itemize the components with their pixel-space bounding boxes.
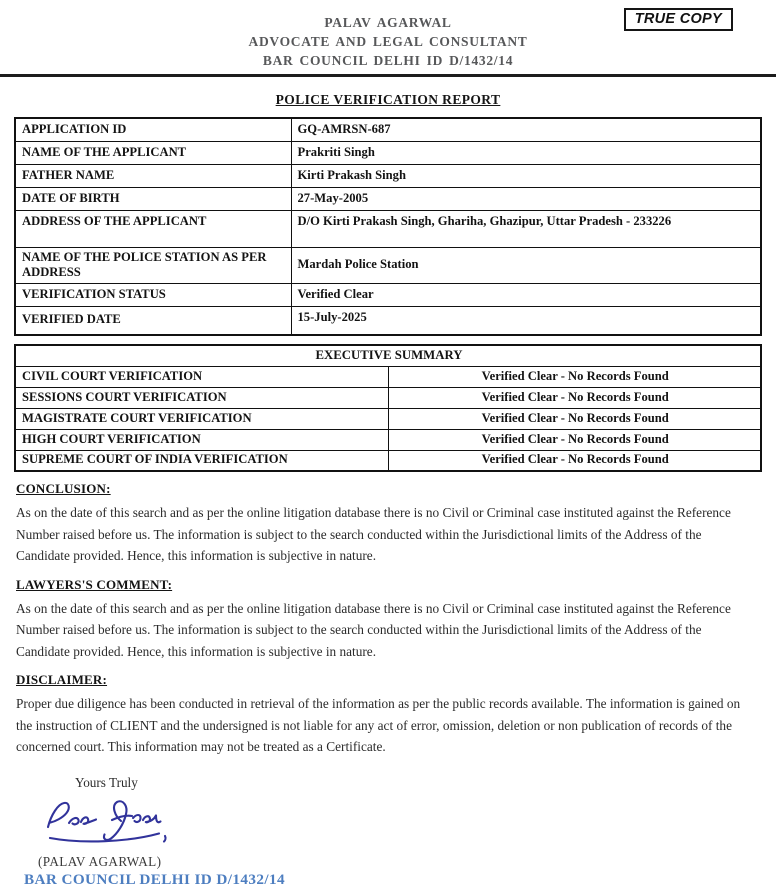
section-heading: CONCLUSION: <box>16 481 111 496</box>
row-value: Verified Clear - No Records Found <box>388 429 761 450</box>
row-value: Verified Clear - No Records Found <box>388 450 761 471</box>
row-value: Verified Clear - No Records Found <box>388 366 761 387</box>
table-row <box>15 283 761 306</box>
row-label: DATE OF BIRTH <box>15 187 291 210</box>
letterhead-designation: ADVOCATE AND LEGAL CONSULTANT <box>248 34 528 49</box>
table-row <box>15 366 761 387</box>
row-label: SESSIONS COURT VERIFICATION <box>15 387 388 408</box>
row-label: CIVIL COURT VERIFICATION <box>15 366 388 387</box>
table-row <box>15 450 761 471</box>
executive-summary-table <box>14 344 762 472</box>
letterhead-bar-council-id: BAR COUNCIL DELHI ID D/1432/14 <box>262 53 514 68</box>
row-label: VERIFICATION STATUS <box>15 283 291 306</box>
row-label: NAME OF THE APPLICANT <box>15 141 291 164</box>
true-copy-stamp: TRUE COPY <box>624 8 733 31</box>
signature-ink-icon <box>42 795 174 853</box>
row-label: FATHER NAME <box>15 164 291 187</box>
header-divider <box>0 74 776 77</box>
row-value: 27-May-2005 <box>291 187 761 210</box>
section-body: As on the date of this search and as per the online litigation database there is no Civil or Criminal case instituted against the Reference Number raised before us. The information is subject to the search conducted within the Jurisdictional limits of the Address of the Candidate provided. Hence, this information is subjective in nature. <box>16 600 731 659</box>
report-title: POLICE VERIFICATION REPORT <box>275 92 501 107</box>
row-value: Verified Clear - No Records Found <box>388 408 761 429</box>
section-disclaimer <box>14 672 754 758</box>
row-value: Verified Clear <box>291 283 761 306</box>
table-row <box>15 210 761 247</box>
signature-image <box>42 795 776 853</box>
section-heading: LAWYERS'S COMMENT: <box>16 576 173 592</box>
row-value: Mardah Police Station <box>291 247 761 283</box>
table-row <box>15 247 761 283</box>
closing-text: Yours Truly <box>75 774 138 790</box>
table-row <box>15 187 761 210</box>
executive-summary-title: EXECUTIVE SUMMARY <box>15 345 761 366</box>
section-body: Proper due diligence has been conducted in retrieval of the information as per the public records available. The information is gained on the instruction of CLIENT and the undersigned is not liable for any act of error, omission, deletion or non publication of records of the concerned court. This information may not be treated as a Certificate. <box>16 696 741 754</box>
table-row <box>15 429 761 450</box>
row-value: Prakriti Singh <box>291 141 761 164</box>
letterhead-name: PALAV AGARWAL <box>324 15 452 30</box>
row-label: HIGH COURT VERIFICATION <box>15 429 388 450</box>
table-header-row <box>15 345 761 366</box>
row-value: 15-July-2025 <box>291 306 761 335</box>
row-value: Verified Clear - No Records Found <box>388 387 761 408</box>
row-value: Kirti Prakash Singh <box>291 164 761 187</box>
row-label: MAGISTRATE COURT VERIFICATION <box>15 408 388 429</box>
table-row <box>15 141 761 164</box>
applicant-details-table <box>14 117 762 336</box>
row-label: NAME OF THE POLICE STATION AS PER ADDRESS <box>15 247 291 283</box>
row-label: ADDRESS OF THE APPLICANT <box>15 210 291 247</box>
table-row <box>15 387 761 408</box>
section-heading: DISCLAIMER: <box>16 672 108 687</box>
row-label: SUPREME COURT OF INDIA VERIFICATION <box>15 450 388 471</box>
section-body: As on the date of this search and as per the online litigation database there is no Civil or Criminal case instituted against the Reference Number raised before us. The information is subject to the search conducted within the Jurisdictional limits of the Address of the Candidate provided. Hence, this information is subjective in nature. <box>16 505 731 563</box>
row-label: VERIFIED DATE <box>15 306 291 335</box>
row-value: D/O Kirti Prakash Singh, Ghariha, Ghazipur, Uttar Pradesh - 233226 <box>291 210 761 247</box>
table-row <box>15 164 761 187</box>
table-gap <box>0 336 776 344</box>
row-value: GQ-AMRSN-687 <box>291 118 761 141</box>
table-row <box>15 118 761 141</box>
table-row <box>15 408 761 429</box>
table-row <box>15 306 761 335</box>
signature-bar-council-id: BAR COUNCIL DELHI ID D/1432/14 <box>24 870 285 888</box>
signatory-name: (PALAV AGARWAL) <box>38 853 162 869</box>
section-lawyers-comment <box>14 577 754 663</box>
row-label: APPLICATION ID <box>15 118 291 141</box>
section-conclusion <box>14 481 754 567</box>
